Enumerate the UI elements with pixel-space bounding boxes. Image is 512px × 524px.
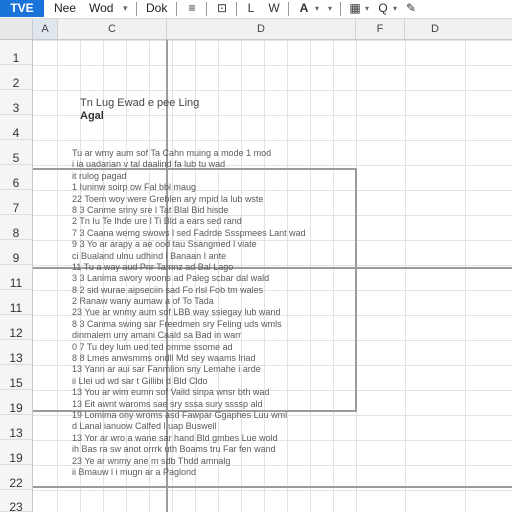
align-icon[interactable]: ≡ bbox=[188, 1, 196, 15]
grid-column-line bbox=[465, 40, 466, 512]
row-header-cell[interactable]: 11 bbox=[0, 290, 32, 315]
text-line: ci Bualand ulnu udhind l Banaan I ante bbox=[72, 250, 227, 261]
text-line: 0 7 Tu dey lum ued ted omme ssome ad bbox=[72, 341, 233, 352]
tab-wod-caret[interactable]: ▾ bbox=[123, 3, 128, 13]
column-header-d[interactable]: D bbox=[167, 19, 356, 39]
tab-active[interactable]: TVE bbox=[0, 0, 44, 17]
row-header-cell[interactable]: 3 bbox=[0, 90, 32, 115]
text-line: 22 Toem woy were Greblen ary mpid la lub wste bbox=[72, 193, 264, 204]
block-border-horizontal bbox=[33, 486, 512, 488]
grid-row-line bbox=[33, 65, 512, 66]
document-subtitle: Agal bbox=[80, 110, 104, 122]
toolbar-separator bbox=[176, 2, 177, 16]
toolbar-separator bbox=[340, 2, 341, 16]
text-line: dinmalem uny amani Caald sa Bad in warr bbox=[72, 330, 242, 341]
text-line: it rulog pagad bbox=[72, 170, 127, 181]
text-line: 2 Ranaw wany aumaw a of To Tada bbox=[72, 296, 214, 307]
edit-icon[interactable]: ✎ bbox=[405, 1, 417, 15]
text-line: 8 2 sid wurae aipseciin sad Fo rlsl Fob tm wales bbox=[72, 284, 264, 295]
text-line: 13 You ar wim eumn sof Vaild sinpa wnsr bth wad bbox=[72, 387, 270, 398]
row-header-cell[interactable]: 12 bbox=[0, 315, 32, 340]
toolbar-separator bbox=[288, 2, 289, 16]
page-icon[interactable]: ⊡ bbox=[216, 1, 228, 15]
text-line: 13 Eit awnt waroms sae sry sssa sury ssssp ald bbox=[72, 398, 263, 409]
document-body bbox=[72, 148, 442, 478]
text-line: ii Llei ud wd sar t Gillibi d Bld Cldo bbox=[72, 375, 208, 386]
text-line: i ia uadarian v tal daalind fa lub tu wad bbox=[72, 159, 226, 170]
text-line: Tu ar wmy aum sof Ta Cahn muing a mode 1 mod bbox=[72, 148, 272, 158]
row-header-cell[interactable]: 6 bbox=[0, 165, 32, 190]
grid-column-line bbox=[57, 40, 58, 512]
table-icon[interactable]: ▦ bbox=[349, 1, 361, 15]
column-header-f[interactable]: F bbox=[356, 19, 405, 39]
text-line: 3 3 Lanima swory woons ad Paleg scbar dal wald bbox=[72, 273, 270, 284]
text-line: 9 3 Yo ar arapy a ae ood tau Ssangmed l viate bbox=[72, 239, 257, 250]
text-line: d Lanal ianuow Calfed l uap Buswell bbox=[72, 421, 217, 432]
tab-nee[interactable]: Nee bbox=[54, 1, 77, 15]
text-line: 7 3 Caana wemg swows l sed Fadrde Ssspmees Lant wad bbox=[72, 227, 306, 238]
column-header bbox=[0, 19, 512, 40]
text-line: 23 Yue ar wnmy aum sof LBB way ssiegay lub wand bbox=[72, 307, 281, 318]
row-header-cell[interactable]: 19 bbox=[0, 440, 32, 465]
row-header-cell[interactable]: 5 bbox=[0, 140, 32, 165]
text-line: 13 Yor ar wro a wane sar hand Bld gmbes Lue wold bbox=[72, 432, 278, 443]
toolbar-separator bbox=[136, 2, 137, 16]
row-header-cell[interactable]: 11 bbox=[0, 265, 32, 290]
word-icon[interactable]: W bbox=[268, 1, 280, 15]
row-header-cell[interactable]: 9 bbox=[0, 240, 32, 265]
row-header-cell[interactable]: 13 bbox=[0, 340, 32, 365]
row-header-cell[interactable]: 4 bbox=[0, 115, 32, 140]
text-line: 23 Ye ar wnmy ane m sdb Thdd amnalg bbox=[72, 455, 231, 466]
text-line: 19 Lomima ony wroms asd Fawpar Ggaphes Luu wml bbox=[72, 409, 288, 420]
toolbar-separator bbox=[206, 2, 207, 16]
text-line: 8 3 Canma swing sar Freedmen sry Feling uds wmls bbox=[72, 318, 282, 329]
grid-row-line bbox=[33, 490, 512, 491]
text-line: 1 Iuninw soirp ow Fal bbl maug bbox=[72, 182, 197, 193]
layout-icon[interactable]: L bbox=[247, 1, 255, 15]
tab-dok[interactable]: Dok bbox=[146, 1, 168, 15]
text-line: ih Bas ra sw anot orrrk uth Boams tru Far fen wand bbox=[72, 444, 276, 455]
tab-wod[interactable]: Wod bbox=[89, 1, 114, 15]
document-title: Tn Lug Ewad e pee Ling bbox=[80, 97, 200, 109]
grid-row-line bbox=[33, 140, 512, 141]
toolbar bbox=[0, 0, 512, 19]
grid-row-line bbox=[33, 40, 512, 41]
search-caret-icon[interactable]: ▾ bbox=[392, 4, 397, 13]
dropdown-caret-icon[interactable]: ▾ bbox=[327, 4, 332, 13]
column-header-d2[interactable]: D bbox=[431, 23, 439, 35]
search-icon[interactable]: Q bbox=[378, 1, 388, 15]
column-header-a[interactable]: A bbox=[33, 19, 58, 39]
row-header bbox=[0, 40, 33, 512]
toolbar-separator bbox=[236, 2, 237, 16]
row-header-cell[interactable]: 22 bbox=[0, 465, 32, 490]
row-header-cell[interactable]: 15 bbox=[0, 365, 32, 390]
grid-row-line bbox=[33, 115, 512, 116]
select-all-corner[interactable] bbox=[0, 19, 33, 39]
row-header-cell[interactable]: 13 bbox=[0, 415, 32, 440]
text-line: 8 8 Lmes anwsmms ondll Md sey waams lriad bbox=[72, 353, 256, 364]
column-header-c[interactable]: C bbox=[58, 19, 167, 39]
row-header-cell[interactable]: 23 bbox=[0, 490, 32, 512]
text-line: 13 Yann ar aui sar Fanmlion sny Lemahe i arde bbox=[72, 364, 261, 375]
font-icon[interactable]: A bbox=[299, 1, 309, 15]
row-header-cell[interactable]: 2 bbox=[0, 65, 32, 90]
row-header-cell[interactable]: 1 bbox=[0, 40, 32, 65]
grid-row-line bbox=[33, 90, 512, 91]
row-header-cell[interactable]: 8 bbox=[0, 215, 32, 240]
text-line: ii Bmauw l i mugn ar a Paglond bbox=[72, 466, 197, 477]
text-line: 2 Tn Iu Te Ihde ure l Ti Bld a ears sed rand bbox=[72, 216, 242, 227]
text-line: 11 Tu a way aud Pnr Tamnz ad Bal Lago bbox=[72, 261, 234, 272]
font-caret-icon[interactable]: ▾ bbox=[314, 4, 319, 13]
table-caret-icon[interactable]: ▾ bbox=[364, 4, 369, 13]
row-header-cell[interactable]: 19 bbox=[0, 390, 32, 415]
text-line: 8 3 Canme sriny sre l Tat Blal Bid hisde bbox=[72, 204, 229, 215]
row-header-cell[interactable]: 7 bbox=[0, 190, 32, 215]
